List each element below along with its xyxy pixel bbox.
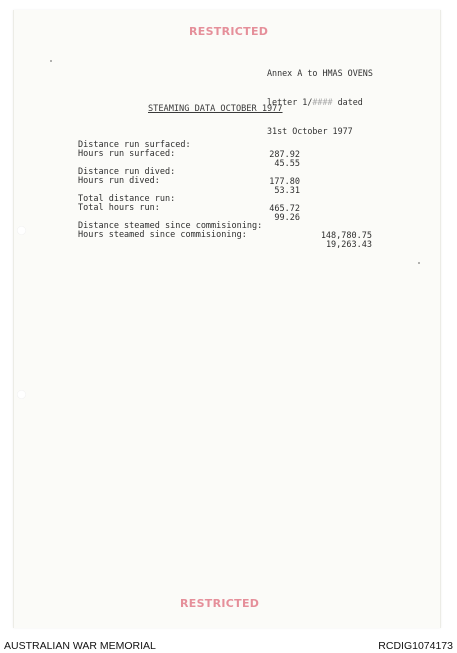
annex-letter-suffix: dated: [332, 96, 363, 107]
row-value: 287.92: [269, 150, 300, 160]
row-label: Distance steamed since commisioning:: [78, 221, 263, 231]
restricted-stamp-top: RESTRICTED: [189, 25, 269, 38]
archive-name: AUSTRALIAN WAR MEMORIAL: [4, 640, 156, 652]
annex-line-2: [267, 98, 373, 108]
document-heading: STEAMING DATA OCTOBER 1977: [148, 104, 283, 114]
row-value: 465.72: [269, 204, 300, 214]
annex-reference: [267, 50, 373, 146]
row-label: Total distance run:: [78, 194, 176, 204]
paper-mark: [418, 262, 420, 264]
row-value: 148,780.75: [320, 231, 372, 241]
row-label: Hours steamed since commisioning:: [78, 230, 247, 240]
row-label: Hours run dived:: [78, 176, 160, 186]
annex-line-1: Annex A to HMAS OVENS: [267, 68, 373, 79]
row-label: Hours run surfaced:: [78, 149, 176, 159]
row-label: Distance run surfaced:: [78, 140, 191, 150]
row-value: 177.80: [269, 177, 300, 187]
punch-hole-bottom: [17, 390, 26, 399]
annex-letter-prefix: letter 1/: [267, 96, 313, 107]
row-label: Total hours run:: [78, 203, 160, 213]
row-value: 53.31: [274, 186, 300, 196]
row-value: 19,263.43: [325, 240, 372, 250]
row-value: 99.26: [274, 213, 300, 223]
document-page: [13, 10, 441, 628]
archive-reference: RCDIG1074173: [378, 640, 453, 652]
annex-line-3: 31st October 1977: [267, 125, 353, 136]
paper-mark: [50, 60, 52, 62]
restricted-stamp-bottom: RESTRICTED: [180, 597, 260, 610]
row-value: 45.55: [274, 159, 300, 169]
row-label: Distance run dived:: [78, 167, 176, 177]
archive-footer: [0, 630, 457, 653]
annex-letter-number: ####: [312, 96, 333, 107]
